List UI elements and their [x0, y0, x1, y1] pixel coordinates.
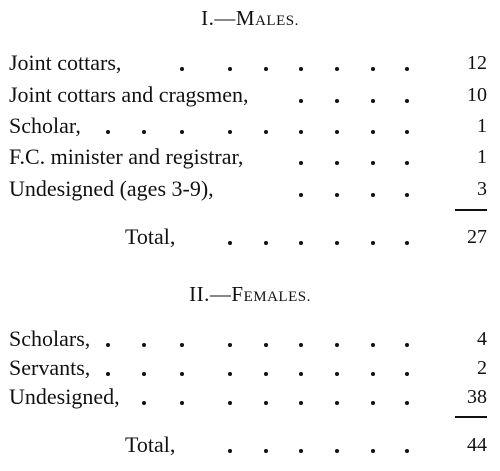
leader-dot	[142, 343, 146, 347]
leader-dot	[335, 67, 339, 71]
leader-dot	[371, 193, 375, 197]
row-value: 3	[477, 178, 487, 200]
leader-dot	[299, 449, 303, 453]
leader-dot	[335, 343, 339, 347]
leader-dot	[264, 449, 268, 453]
leader-dot	[180, 372, 184, 376]
leader-dot	[264, 401, 268, 405]
leader-dot	[405, 99, 409, 103]
leader-dot	[264, 67, 268, 71]
leader-dot	[228, 449, 232, 453]
leader-dots	[9, 325, 487, 353]
leader-dot	[264, 130, 268, 134]
section-heading-females: II.—FEMALES.	[189, 282, 311, 306]
leader-dot	[371, 130, 375, 134]
leader-dot	[371, 241, 375, 245]
leader-dot	[405, 401, 409, 405]
leader-dot	[371, 161, 375, 165]
leader-dot	[371, 343, 375, 347]
leader-dot	[335, 130, 339, 134]
leader-dot	[405, 241, 409, 245]
row-label: Servants,	[9, 355, 91, 380]
leader-dot	[405, 67, 409, 71]
leader-dot	[371, 67, 375, 71]
leader-dot	[405, 130, 409, 134]
leader-dot	[371, 372, 375, 376]
table-row	[9, 143, 487, 171]
leader-dot	[299, 67, 303, 71]
leader-dot	[299, 401, 303, 405]
row-label: Joint cottars,	[9, 50, 122, 75]
leader-dot	[299, 372, 303, 376]
leader-dot	[335, 401, 339, 405]
leader-dots	[9, 175, 487, 203]
leader-dot	[106, 372, 110, 376]
leader-dots	[9, 383, 487, 411]
leader-dot	[335, 193, 339, 197]
leader-dots	[9, 431, 487, 459]
leader-dot	[228, 130, 232, 134]
leader-dots	[9, 223, 487, 251]
leader-dot	[264, 343, 268, 347]
leader-dot	[405, 161, 409, 165]
leader-dots	[9, 112, 487, 140]
leader-dot	[180, 343, 184, 347]
row-value: 2	[477, 357, 487, 379]
total-label: Total,	[125, 224, 176, 249]
leader-dot	[299, 193, 303, 197]
leader-dots	[9, 354, 487, 382]
leader-dots	[9, 49, 487, 77]
leader-dot	[228, 372, 232, 376]
section-heading-males: I.—MALES.	[201, 6, 299, 30]
leader-dot	[228, 241, 232, 245]
row-value: 1	[477, 115, 487, 137]
table-row	[9, 354, 487, 382]
leader-dot	[228, 67, 232, 71]
row-label: F.C. minister and registrar,	[9, 144, 244, 169]
row-value: 12	[467, 52, 487, 74]
total-row	[9, 431, 487, 459]
leader-dot	[228, 343, 232, 347]
table-row	[9, 112, 487, 140]
row-value: 4	[477, 328, 487, 350]
leader-dot	[142, 372, 146, 376]
total-row	[9, 223, 487, 251]
leader-dot	[335, 161, 339, 165]
leader-dot	[299, 161, 303, 165]
row-value: 1	[477, 146, 487, 168]
leader-dot	[142, 401, 146, 405]
leader-dot	[405, 193, 409, 197]
row-label: Undesigned (ages 3-9),	[9, 176, 214, 201]
leader-dot	[371, 99, 375, 103]
total-value: 44	[467, 434, 487, 456]
table-row	[9, 325, 487, 353]
leader-dot	[180, 67, 184, 71]
leader-dot	[106, 343, 110, 347]
leader-dot	[335, 372, 339, 376]
row-label: Scholars,	[9, 326, 91, 351]
leader-dot	[264, 241, 268, 245]
leader-dot	[335, 449, 339, 453]
leader-dot	[371, 401, 375, 405]
row-label: Undesigned,	[9, 384, 120, 409]
leader-dot	[299, 343, 303, 347]
row-value: 38	[467, 386, 487, 408]
leader-dot	[180, 401, 184, 405]
table-row	[9, 81, 487, 109]
sum-rule	[455, 209, 487, 211]
leader-dot	[299, 241, 303, 245]
leader-dots	[9, 143, 487, 171]
leader-dot	[405, 449, 409, 453]
row-label: Joint cottars and cragsmen,	[9, 82, 249, 107]
row-label: Scholar,	[9, 113, 81, 138]
leader-dot	[106, 130, 110, 134]
leader-dot	[142, 130, 146, 134]
total-value: 27	[467, 226, 487, 248]
leader-dot	[335, 99, 339, 103]
row-value: 10	[467, 84, 487, 106]
total-label: Total,	[125, 432, 176, 457]
leader-dot	[228, 401, 232, 405]
table-row	[9, 49, 487, 77]
table-row	[9, 175, 487, 203]
leader-dot	[299, 99, 303, 103]
leader-dot	[405, 372, 409, 376]
leader-dot	[180, 130, 184, 134]
leader-dot	[335, 241, 339, 245]
leader-dot	[405, 343, 409, 347]
table-row	[9, 383, 487, 411]
leader-dots	[9, 81, 487, 109]
leader-dot	[371, 449, 375, 453]
leader-dot	[264, 372, 268, 376]
leader-dot	[299, 130, 303, 134]
sum-rule	[455, 416, 487, 418]
